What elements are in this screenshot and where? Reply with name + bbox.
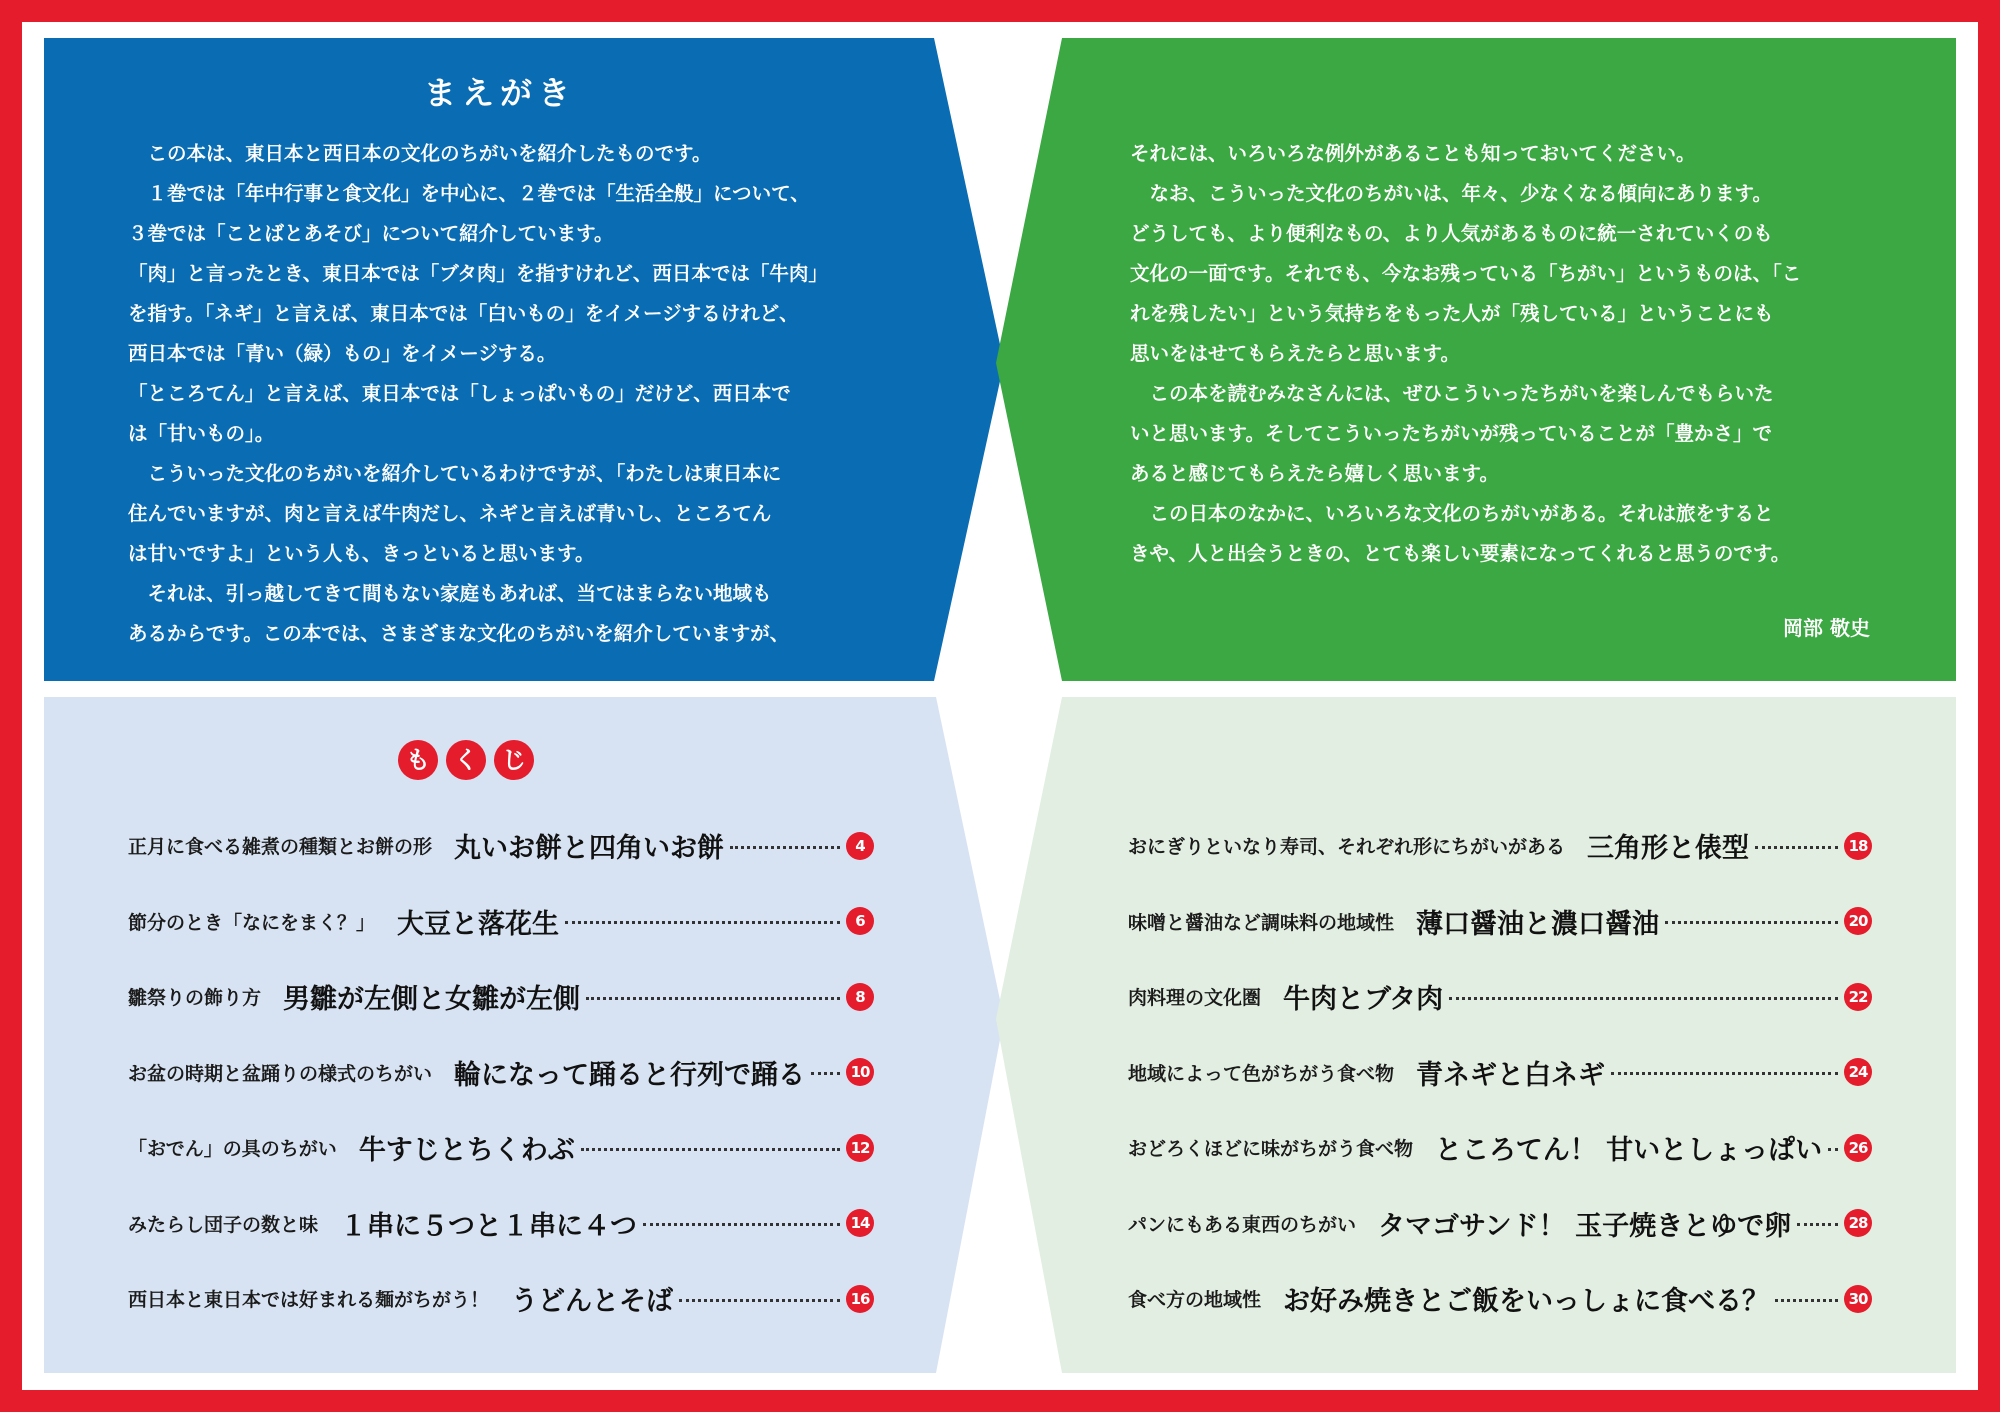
toc-leader-dots — [1449, 994, 1838, 1000]
toc-title-char: く — [446, 740, 486, 780]
toc-leader-dots — [679, 1296, 840, 1302]
toc-page-number: 22 — [1844, 983, 1872, 1011]
toc-entry-description: 食べ方の地域性 — [1128, 1289, 1262, 1312]
toc-page-number: 12 — [846, 1134, 874, 1162]
preface-line: 思いをはせてもらえたらと思います。 — [1130, 342, 1460, 365]
toc-entry[interactable] — [1128, 1035, 1872, 1111]
toc-page-number: 30 — [1844, 1285, 1872, 1313]
toc-entry-description: おにぎりといなり寿司、それぞれ形にちがいがある — [1128, 836, 1566, 859]
toc-entry-description: 雛祭りの飾り方 — [128, 987, 262, 1010]
toc-entry-title: 牛肉とブタ肉 — [1283, 984, 1444, 1016]
toc-leader-dots — [1775, 1296, 1838, 1302]
preface-line: なお、こういった文化のちがいは、年々、少なくなる傾向にあります。 — [1130, 182, 1772, 205]
toc-entry-description: 地域によって色がちがう食べ物 — [1128, 1062, 1395, 1085]
toc-entry-title: 三角形と俵型 — [1587, 833, 1750, 865]
preface-line: １巻では「年中行事と食文化」を中心に、２巻では「生活全般」について、 — [128, 182, 810, 205]
toc-entry[interactable] — [1128, 1261, 1872, 1337]
toc-page-number: 20 — [1844, 907, 1872, 935]
toc-leader-dots — [811, 1069, 840, 1075]
toc-leader-dots — [581, 1145, 840, 1151]
toc-entry-title: １串に５つと１串に４つ — [340, 1210, 638, 1242]
toc-entry-description: みたらし団子の数と味 — [128, 1213, 319, 1236]
preface-line: を指す。「ネギ」と言えば、東日本では「白いもの」をイメージするけれど、 — [128, 302, 799, 325]
toc-entry-description: 味噌と醤油など調味料の地域性 — [1128, 911, 1395, 934]
toc-title — [398, 740, 534, 780]
preface-line: あると感じてもらえたら嬉しく思います。 — [1130, 462, 1499, 485]
toc-right-list — [1128, 808, 1872, 1337]
toc-entry[interactable] — [128, 959, 874, 1035]
toc-entry[interactable] — [128, 1110, 874, 1186]
toc-leader-dots — [1611, 1069, 1838, 1075]
preface-line: この日本のなかに、いろいろな文化のちがいがある。それは旅をすると — [1130, 502, 1774, 525]
preface-line: は甘いですよ」という人も、きっといると思います。 — [128, 542, 595, 565]
preface-line: あるからです。この本では、さまざまな文化のちがいを紹介していますが、 — [128, 622, 790, 645]
toc-entry[interactable] — [128, 884, 874, 960]
toc-title-char: も — [398, 740, 438, 780]
preface-line: それは、引っ越してきて間もない家庭もあれば、当てはまらない地域も — [128, 582, 772, 605]
toc-entry[interactable] — [1128, 959, 1872, 1035]
toc-leader-dots — [565, 918, 840, 924]
toc-entry-description: おどろくほどに味がちがう食べ物 — [1128, 1138, 1414, 1161]
toc-entry-title: 男雛が左側と女雛が左側 — [283, 984, 581, 1016]
toc-entry-description: パンにもある東西のちがい — [1128, 1213, 1357, 1236]
toc-entry-title: 青ネギと白ネギ — [1416, 1059, 1606, 1091]
preface-line: ３巻では「ことばとあそび」について紹介しています。 — [128, 222, 614, 245]
toc-entry-description: 節分のとき「なにをまく？」 — [128, 911, 376, 934]
toc-page-number: 10 — [846, 1058, 874, 1086]
toc-entry[interactable] — [128, 1261, 874, 1337]
toc-entry[interactable] — [128, 1035, 874, 1111]
toc-page-number: 18 — [1844, 832, 1872, 860]
preface-line: こういった文化のちがいを紹介しているわけですが、「わたしは東日本に — [128, 462, 782, 485]
toc-entry-description: 正月に食べる雑煮の種類とお餅の形 — [128, 836, 433, 859]
toc-entry-title: タマゴサンド！ 玉子焼きとゆで卵 — [1378, 1210, 1792, 1242]
toc-entry-title: お好み焼きとご飯をいっしょに食べる？ — [1283, 1286, 1770, 1318]
toc-entry[interactable] — [1128, 1186, 1872, 1262]
preface-line: きや、人と出会うときの、とても楽しい要素になってくれると思うのです。 — [1130, 542, 1791, 565]
toc-leader-dots — [643, 1220, 840, 1226]
toc-page-number: 8 — [846, 983, 874, 1011]
toc-entry-title: 丸いお餅と四角いお餅 — [454, 833, 725, 865]
toc-entry-title: 牛すじとちくわぶ — [358, 1135, 575, 1167]
toc-page-number: 24 — [1844, 1058, 1872, 1086]
toc-entry-title: 薄口醤油と濃口醤油 — [1416, 908, 1660, 940]
toc-leader-dots — [1665, 918, 1838, 924]
preface-title: まえがき — [423, 74, 576, 112]
toc-entry[interactable] — [1128, 884, 1872, 960]
preface-right-text — [1130, 134, 1801, 574]
toc-entry[interactable] — [1128, 1110, 1872, 1186]
preface-line: どうしても、より便利なもの、より人気があるものに統一されていくのも — [1130, 222, 1773, 245]
preface-line: れを残したい」という気持ちをもった人が「残している」ということにも — [1130, 302, 1774, 325]
toc-entry-description: 「おでん」の具のちがい — [128, 1138, 337, 1161]
toc-entry-description: 肉料理の文化圏 — [1128, 987, 1262, 1010]
toc-entry[interactable] — [128, 808, 874, 884]
preface-line: この本は、東日本と西日本の文化のちがいを紹介したものです。 — [128, 142, 712, 165]
preface-line: 西日本では「青い（緑）もの」をイメージする。 — [128, 342, 557, 365]
toc-leader-dots — [1797, 1220, 1838, 1226]
toc-page-number: 4 — [846, 832, 874, 860]
preface-line: いと思います。そしてこういったちがいが残っていることが「豊かさ」で — [1130, 422, 1772, 445]
toc-left-list — [128, 808, 874, 1337]
toc-page-number: 6 — [846, 907, 874, 935]
toc-entry[interactable] — [128, 1186, 874, 1262]
toc-page-number: 14 — [846, 1209, 874, 1237]
toc-leader-dots — [1755, 843, 1838, 849]
toc-entry-title: うどんとそば — [511, 1286, 674, 1318]
toc-entry-description: お盆の時期と盆踊りの様式のちがい — [128, 1062, 433, 1085]
preface-line: それには、いろいろな例外があることも知っておいてください。 — [1130, 142, 1696, 165]
preface-left-text — [128, 134, 828, 654]
toc-entry-title: 大豆と落花生 — [397, 908, 560, 940]
preface-line: この本を読むみなさんには、ぜひこういったちがいを楽しんでもらいた — [1130, 382, 1774, 405]
preface-line: 住んでいますが、肉と言えば牛肉だし、ネギと言えば青いし、ところてん — [128, 502, 772, 525]
toc-entry-description: 西日本と東日本では好まれる麺がちがう！ — [128, 1289, 490, 1312]
preface-line: は「甘いもの」。 — [128, 422, 275, 445]
toc-page-number: 16 — [846, 1285, 874, 1313]
toc-title-char: じ — [494, 740, 534, 780]
author-name: 岡部 敬史 — [1783, 616, 1870, 640]
toc-page-number: 28 — [1844, 1209, 1872, 1237]
preface-line: 「ところてん」と言えば、東日本では「しょっぱいもの」だけど、西日本で — [128, 382, 791, 405]
preface-line: 「肉」と言ったとき、東日本では「ブタ肉」を指すけれど、西日本では「牛肉」 — [128, 262, 828, 285]
toc-leader-dots — [586, 994, 840, 1000]
toc-page-number: 26 — [1844, 1134, 1872, 1162]
toc-leader-dots — [1828, 1145, 1838, 1151]
preface-line: 文化の一面です。それでも、今なお残っている「ちがい」というものは、「こ — [1130, 262, 1802, 285]
toc-leader-dots — [730, 843, 840, 849]
toc-entry[interactable] — [1128, 808, 1872, 884]
toc-entry-title: ところてん！ 甘いとしょっぱい — [1435, 1135, 1823, 1167]
toc-entry-title: 輪になって踊ると行列で踊る — [454, 1059, 806, 1091]
